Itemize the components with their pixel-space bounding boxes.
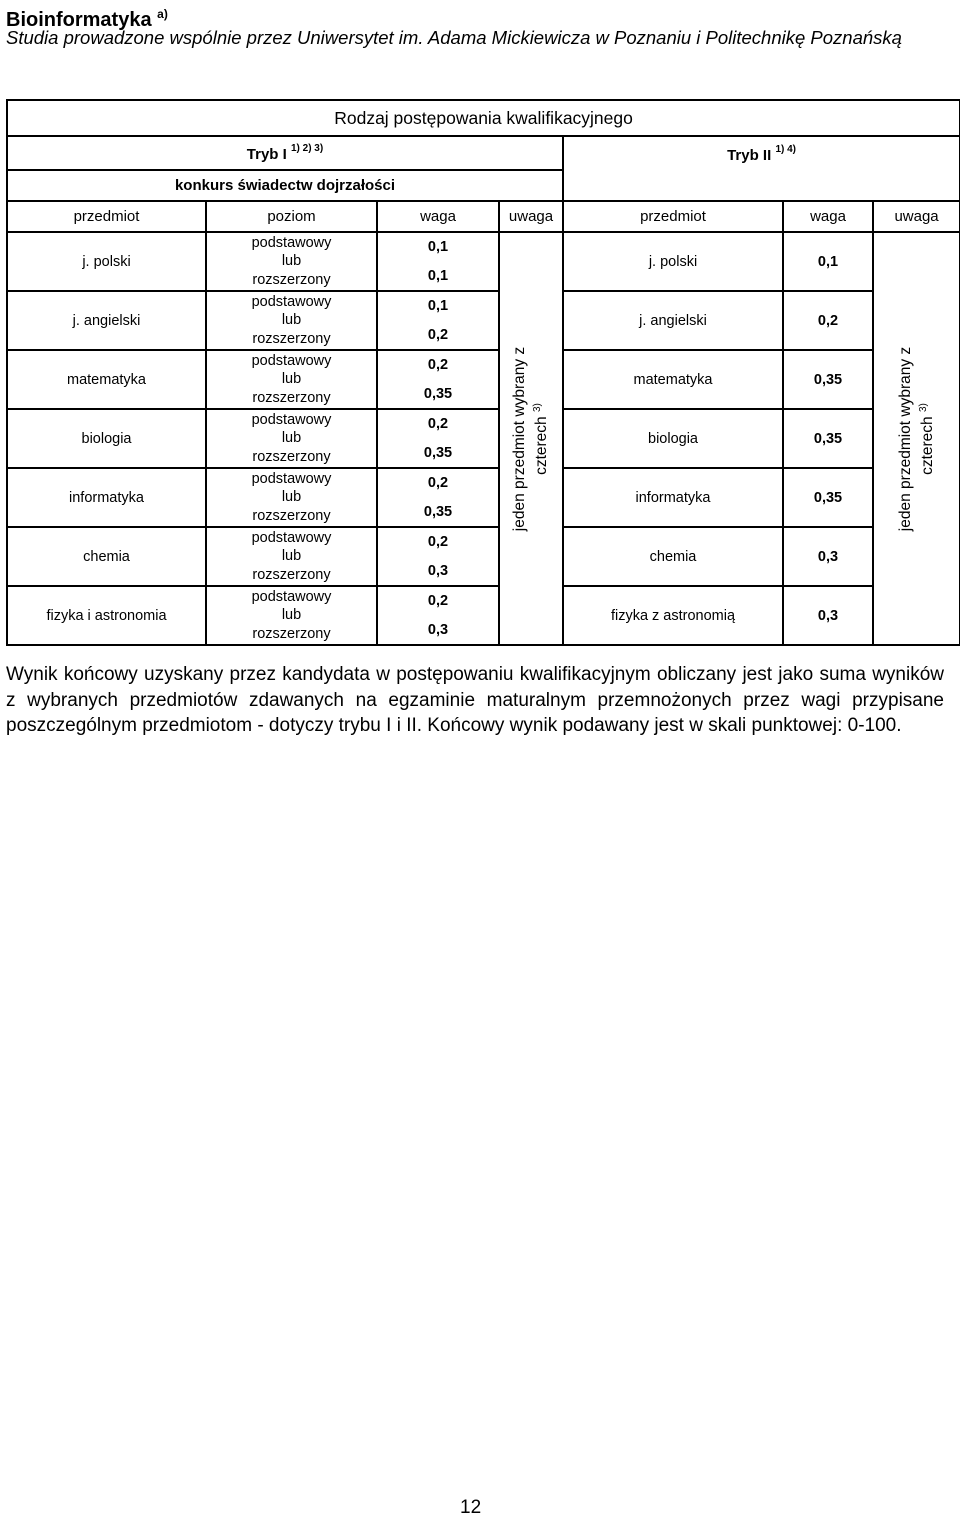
weight-cell	[377, 350, 499, 409]
weight-cell-2: 0,3	[783, 586, 873, 645]
col-header-przedmiot: przedmiot	[7, 201, 206, 232]
level-basic: podstawowy	[251, 293, 332, 310]
weight-extended: 0,35	[423, 503, 453, 520]
tryb-2-label: Tryb II	[727, 147, 772, 164]
table-row	[7, 291, 960, 350]
subject-cell-2: matematyka	[563, 350, 783, 409]
level-or: lub	[281, 489, 302, 506]
level-extended: rozszerzony	[252, 271, 331, 288]
qualification-table	[6, 99, 960, 646]
level-extended: rozszerzony	[252, 507, 331, 524]
col-header-waga: waga	[377, 201, 499, 232]
note-text: jeden przedmiot wybrany z czterech	[510, 346, 551, 531]
weight-extended: 0,2	[427, 326, 449, 343]
weight-basic: 0,2	[427, 593, 449, 610]
weight-basic: 0,2	[427, 475, 449, 492]
table-row	[7, 527, 960, 586]
level-cell	[206, 409, 377, 468]
weight-cell	[377, 586, 499, 645]
col-header-uwaga: uwaga	[499, 201, 563, 232]
weight-cell-2: 0,1	[783, 232, 873, 291]
subject-cell: j. polski	[7, 232, 206, 291]
level-cell	[206, 291, 377, 350]
subject-cell-2: j. angielski	[563, 291, 783, 350]
level-extended: rozszerzony	[252, 330, 331, 347]
col-header-waga-2: waga	[783, 201, 873, 232]
weight-extended: 0,3	[427, 562, 449, 579]
weight-basic: 0,1	[427, 239, 449, 256]
level-cell	[206, 527, 377, 586]
subject-cell-2: biologia	[563, 409, 783, 468]
weight-cell	[377, 291, 499, 350]
level-or: lub	[281, 548, 302, 565]
level-cell	[206, 232, 377, 291]
konkurs-header: konkurs świadectw dojrzałości	[7, 170, 563, 201]
weight-cell	[377, 527, 499, 586]
col-header-poziom: poziom	[206, 201, 377, 232]
weight-extended: 0,35	[423, 385, 453, 402]
subject-cell: biologia	[7, 409, 206, 468]
level-basic: podstawowy	[251, 470, 332, 487]
note-text: jeden przedmiot wybrany z czterech	[896, 346, 936, 531]
note-footnote: 3)	[531, 402, 543, 412]
weight-basic: 0,2	[427, 534, 449, 551]
weight-cell-2: 0,35	[783, 409, 873, 468]
level-basic: podstawowy	[251, 588, 332, 605]
weight-extended: 0,35	[423, 444, 453, 461]
tryb-2-footnote: 1) 4)	[775, 144, 796, 155]
level-extended: rozszerzony	[252, 448, 331, 465]
table-row	[7, 409, 960, 468]
subject-cell-2: informatyka	[563, 468, 783, 527]
level-extended: rozszerzony	[252, 566, 331, 583]
weight-extended: 0,3	[427, 621, 449, 638]
weight-extended: 0,1	[427, 267, 449, 284]
level-cell	[206, 468, 377, 527]
subject-cell-2: fizyka z astronomią	[563, 586, 783, 645]
note-cell-tryb-1	[499, 232, 563, 645]
level-extended: rozszerzony	[252, 389, 331, 406]
note-text-tryb-1	[511, 339, 551, 539]
subject-cell: matematyka	[7, 350, 206, 409]
title-text: Bioinformatyka	[6, 9, 152, 31]
weight-cell-2: 0,35	[783, 468, 873, 527]
weight-basic: 0,2	[427, 416, 449, 433]
level-or: lub	[281, 430, 302, 447]
subject-cell-2: chemia	[563, 527, 783, 586]
subject-cell-2: j. polski	[563, 232, 783, 291]
level-or: lub	[281, 371, 302, 388]
level-basic: podstawowy	[251, 234, 332, 251]
tryb-1-footnote: 1) 2) 3)	[290, 143, 324, 154]
col-header-przedmiot-2: przedmiot	[563, 201, 783, 232]
col-header-uwaga-2: uwaga	[873, 201, 960, 232]
subject-cell: j. angielski	[7, 291, 206, 350]
tryb-1-label: Tryb I	[246, 146, 287, 163]
title-footnote: a)	[157, 7, 168, 21]
weight-cell-2: 0,3	[783, 527, 873, 586]
document-subtitle: Studia prowadzone wspólnie przez Uniwersytet im. Adama Mickiewicza w Poznaniu i Politechnikę Poznańską	[6, 27, 902, 48]
table-row	[7, 586, 960, 645]
note-footnote: 3)	[917, 402, 929, 412]
level-or: lub	[281, 607, 302, 624]
weight-basic: 0,2	[427, 357, 449, 374]
level-cell	[206, 586, 377, 645]
weight-cell	[377, 409, 499, 468]
level-or: lub	[281, 253, 302, 270]
weight-cell-2: 0,35	[783, 350, 873, 409]
tryb-2-header	[563, 136, 960, 201]
subject-cell: chemia	[7, 527, 206, 586]
table-row	[7, 350, 960, 409]
table-row	[7, 468, 960, 527]
level-extended: rozszerzony	[252, 625, 331, 642]
table-row	[7, 232, 960, 291]
level-basic: podstawowy	[251, 411, 332, 428]
weight-cell	[377, 232, 499, 291]
tryb-1-header	[7, 136, 563, 170]
table-header: Rodzaj postępowania kwalifikacyjnego	[7, 100, 960, 136]
weight-cell-2: 0,2	[783, 291, 873, 350]
note-text-tryb-2	[896, 339, 936, 539]
level-basic: podstawowy	[251, 529, 332, 546]
subject-cell: fizyka i astronomia	[7, 586, 206, 645]
level-basic: podstawowy	[251, 352, 332, 369]
subject-cell: informatyka	[7, 468, 206, 527]
level-cell	[206, 350, 377, 409]
weight-cell	[377, 468, 499, 527]
note-cell-tryb-2	[873, 232, 960, 645]
level-or: lub	[281, 312, 302, 329]
page-number: 12	[460, 1497, 482, 1518]
weight-basic: 0,1	[427, 298, 449, 315]
result-paragraph: Wynik końcowy uzyskany przez kandydata w postępowaniu kwalifikacyjnym obliczany jest jako suma wyników z wybranych przedmiotów zdawanych na egzaminie maturalnym przemnożonych przez wagi przypisane poszczególnym przedmiotom - dotyczy trybu I i II. Końcowy wynik podawany jest w skali punktowej: 0-100.	[6, 664, 944, 736]
